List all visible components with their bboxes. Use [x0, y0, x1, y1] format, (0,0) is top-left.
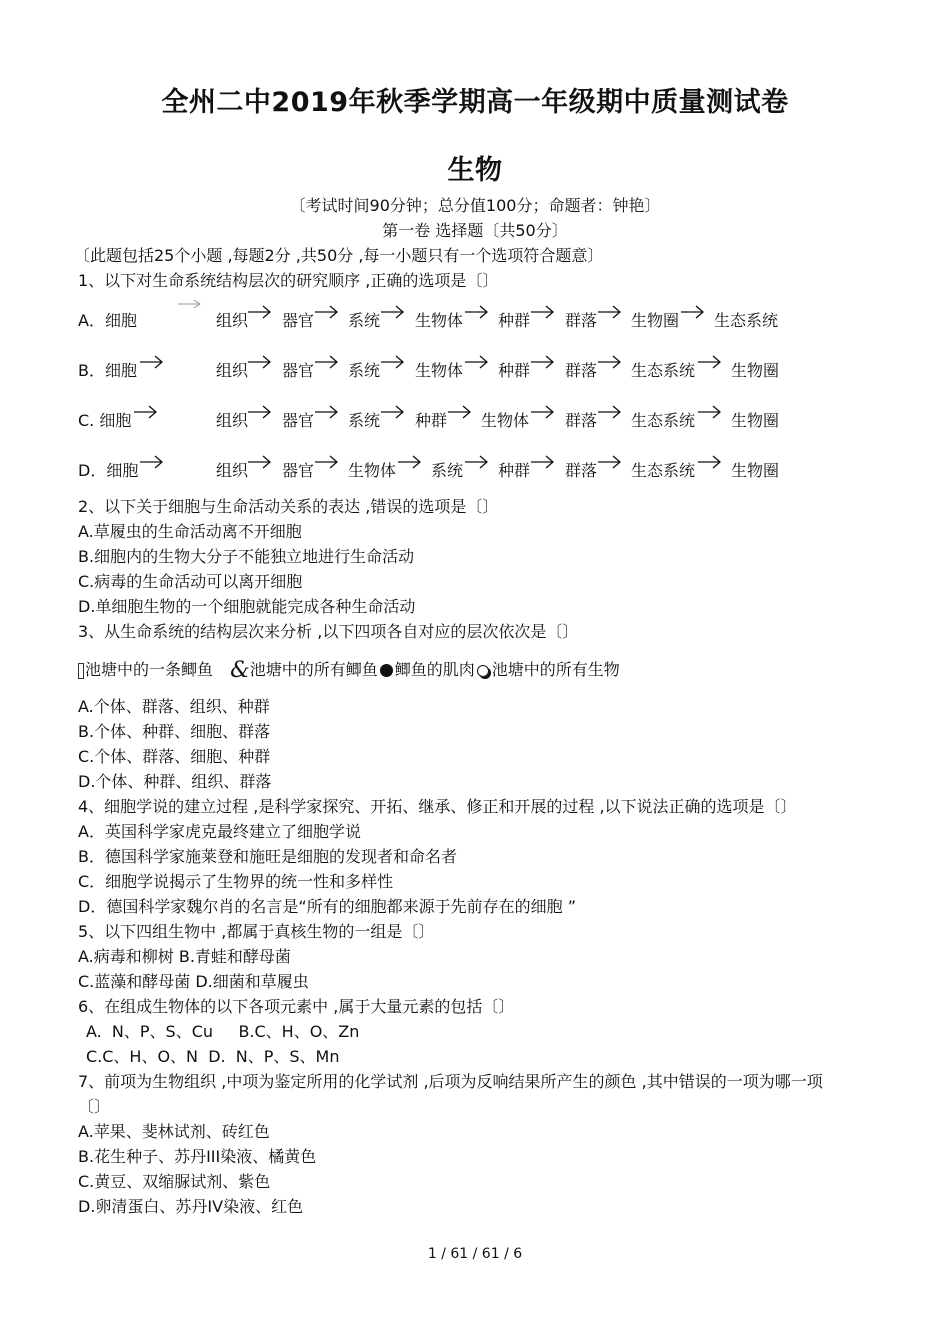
q1-option-c [78, 408, 818, 434]
arrow-icon [178, 300, 200, 308]
q1-d-label: D．细胞 [78, 461, 139, 480]
q1-c-item: 生物圈 [731, 411, 780, 430]
q3-option: C.个体、群落、细胞、种群 [78, 747, 271, 766]
section-instructions: 〔此题包括25个小题 ,每题2分 ,共50分 ,每一小题只有一个选项符合题意〕 [74, 246, 604, 265]
q1-c-item: 组织 [216, 411, 249, 430]
q6-option: C.C、H、O、N D. N、P、S、Mn [86, 1047, 340, 1066]
q4-option: C．细胞学说揭示了生物界的统一性和多样性 [78, 872, 394, 891]
q2-stem: 2、以下关于细胞与生命活动关系的表达 ,错误的选项是〔〕 [78, 497, 499, 516]
q7-option: B.花生种子、苏丹III染液、橘黄色 [78, 1147, 317, 1166]
q1-c-item: 群落 [565, 411, 598, 430]
box-symbol-icon [78, 663, 84, 679]
q3-option: D.个体、种群、组织、群落 [78, 772, 272, 791]
q3-item: 鲫鱼的肌肉 [394, 660, 475, 679]
q1-c-label: C. 细胞 [78, 411, 132, 430]
q1-d-item: 生态系统 [631, 461, 696, 480]
q1-b-label: B．细胞 [78, 361, 137, 380]
q3-items [78, 657, 620, 683]
q1-b-item: 群落 [565, 361, 598, 380]
q1-b-item: 器官 [282, 361, 315, 380]
q1-a-item: 器官 [282, 311, 315, 330]
q3-stem: 3、从生命系统的结构层次来分析 ,以下四项各自对应的层次依次是〔〕 [78, 622, 579, 641]
shadowed-circle-icon [477, 665, 489, 677]
q1-b-item: 组织 [216, 361, 249, 380]
q7-option: D.卵清蛋白、苏丹IV染液、红色 [78, 1197, 304, 1216]
q1-a-item: 种群 [498, 311, 531, 330]
q5-option: C.蓝藻和酵母菌 D.细菌和草履虫 [78, 972, 309, 991]
q1-a-item: 系统 [348, 311, 381, 330]
q1-d-item: 系统 [431, 461, 464, 480]
q5-option: A.病毒和柳树 B.青蛙和酵母菌 [78, 947, 291, 966]
q1-a-label: A．细胞 [78, 311, 137, 330]
q3-option: B.个体、种群、细胞、群落 [78, 722, 271, 741]
q7-option: C.黄豆、双缩脲试剂、紫色 [78, 1172, 271, 1191]
exam-title: 全州二中2019年秋季学期高一年级期中质量测试卷 [161, 87, 789, 118]
filled-circle-icon [380, 664, 393, 677]
q2-option: D.单细胞生物的一个细胞就能完成各种生命活动 [78, 597, 416, 616]
q3-item: 池塘中的所有鲫鱼 [249, 660, 378, 679]
q1-c-item: 种群 [415, 411, 448, 430]
q2-option: C.病毒的生命活动可以离开细胞 [78, 572, 303, 591]
q1-stem: 1、以下对生命系统结构层次的研究顺序 ,正确的选项是〔〕 [78, 271, 499, 290]
q2-option: A.草履虫的生命活动离不开细胞 [78, 522, 302, 541]
q7-stem: 7、前项为生物组织 ,中项为鉴定所用的化学试剂 ,后项为反响结果所产生的颜色 ,其中错误的一项为哪一项 [78, 1072, 823, 1091]
q3-item: 池塘中的所有生物 [491, 660, 620, 679]
q1-option-a [78, 308, 818, 334]
q1-d-item: 种群 [498, 461, 531, 480]
q1-b-item: 种群 [498, 361, 531, 380]
exam-info: 〔考试时间90分钟；总分值100分；命题者：钟艳〕 [289, 196, 661, 215]
page-number: 1 / 61 / 61 / 6 [427, 1246, 523, 1262]
q1-a-item: 群落 [565, 311, 598, 330]
q4-stem: 4、细胞学说的建立过程 ,是科学家探究、开拓、继承、修正和开展的过程 ,以下说法正确的选项是〔〕 [78, 797, 797, 816]
subject-title: 生物 [447, 155, 503, 186]
q1-d-item: 生物体 [348, 461, 397, 480]
q1-c-item: 系统 [348, 411, 381, 430]
q1-option-d [78, 458, 818, 484]
q1-c-item: 生态系统 [631, 411, 696, 430]
q7-option: A.苹果、斐林试剂、砖红色 [78, 1122, 270, 1141]
q1-b-item: 生物圈 [731, 361, 780, 380]
q4-option: A．英国科学家虎克最终建立了细胞学说 [78, 822, 361, 841]
q1-c-item: 器官 [282, 411, 315, 430]
q6-option: A. N、P、S、Cu B.C、H、O、Zn [86, 1022, 360, 1041]
q1-a-item: 生物圈 [631, 311, 680, 330]
q1-d-item: 群落 [565, 461, 598, 480]
q1-d-item: 器官 [282, 461, 315, 480]
q3-item: 池塘中的一条鲫鱼 [85, 660, 214, 679]
q4-option: B．德国科学家施莱登和施旺是细胞的发现者和命名者 [78, 847, 457, 866]
q1-b-item: 系统 [348, 361, 381, 380]
q1-d-item: 组织 [216, 461, 249, 480]
q1-b-item: 生物体 [415, 361, 464, 380]
q3-option: A.个体、群落、组织、种群 [78, 697, 270, 716]
q1-d-item: 生物圈 [731, 461, 780, 480]
q7-stem-cont: 〔〕 [78, 1097, 111, 1116]
q6-stem: 6、在组成生物体的以下各项元素中 ,属于大量元素的包括〔〕 [78, 997, 515, 1016]
section-heading: 第一卷 选择题〔共50分〕 [382, 221, 568, 240]
ampersand-symbol-icon: & [230, 657, 250, 683]
q1-a-item: 生物体 [415, 311, 464, 330]
q5-stem: 5、以下四组生物中 ,都属于真核生物的一组是〔〕 [78, 922, 435, 941]
q1-option-b [78, 358, 818, 384]
q1-c-item: 生物体 [481, 411, 530, 430]
q1-b-item: 生态系统 [631, 361, 696, 380]
q1-a-item: 组织 [216, 311, 249, 330]
q2-option: B.细胞内的生物大分子不能独立地进行生命活动 [78, 547, 415, 566]
q1-a-item: 生态系统 [714, 311, 779, 330]
q4-option: D．德国科学家魏尔肖的名言是“所有的细胞都来源于先前存在的细胞 ” [78, 897, 576, 916]
